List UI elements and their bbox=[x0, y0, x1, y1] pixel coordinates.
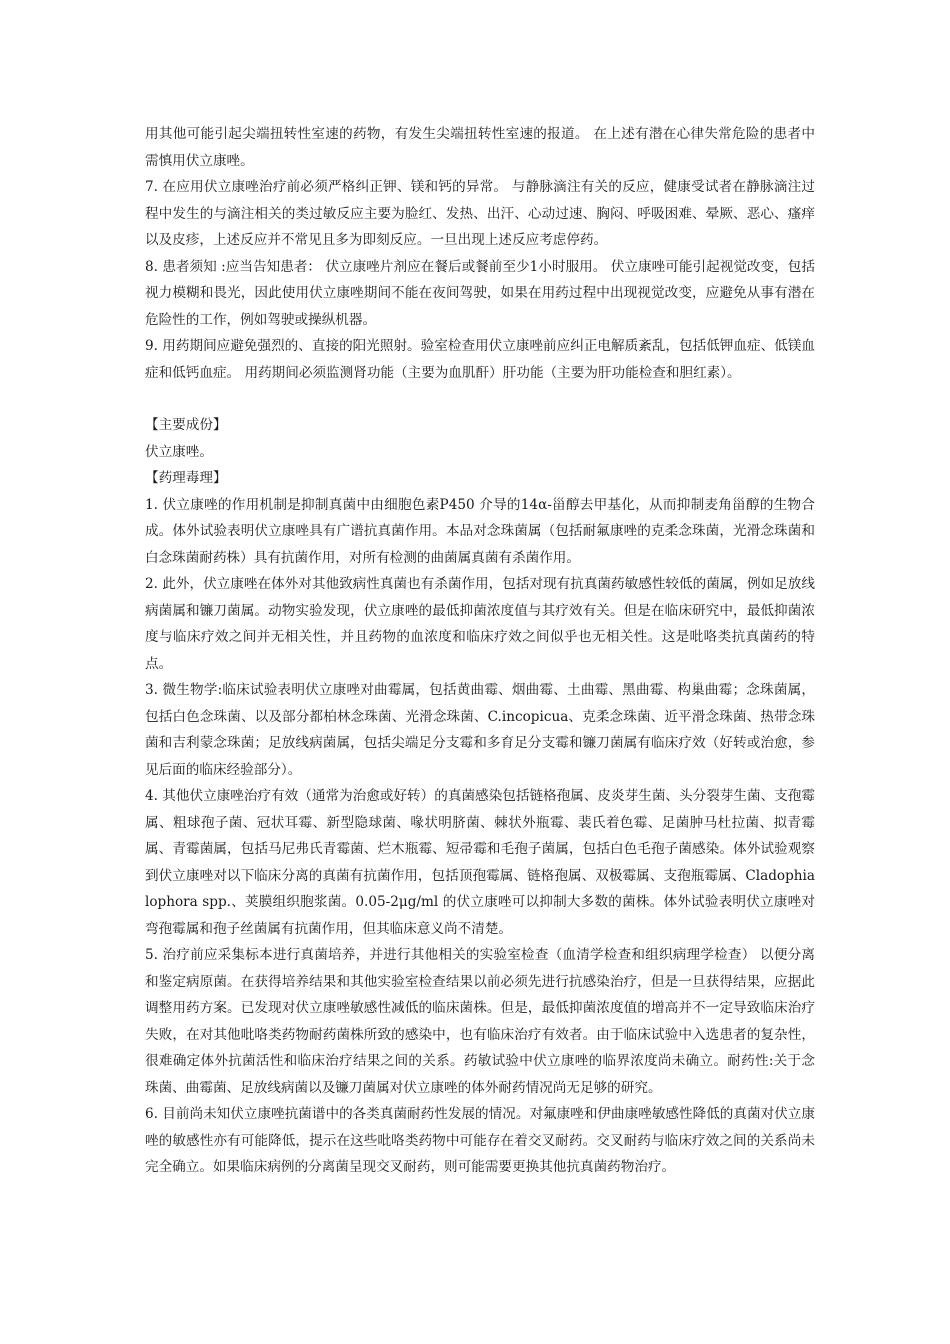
paragraph-item-7: 7. 在应用伏立康唑治疗前必须严格纠正钾、镁和钙的异常。 与静脉滴注有关的反应，健康受试者在静脉滴注过程中发生的与滴注相关的类过敏反应主要为脸红、发热、出汗、心动过速、胸闷、呼吸困难、晕厥、恶心、瘙痒以及皮疹，上述反应并不常见且多为即刻反应。一旦出现上述反应考虑停药。 bbox=[145, 179, 815, 248]
pharmacology-item-5: 5. 治疗前应采集标本进行真菌培养，并进行其他相关的实验室检查（血清学检查和组织病理学检查） 以便分离和鉴定病原菌。在获得培养结果和其他实验室检查结果以前必须先进行抗感染治疗，但是一旦获得结果，应据此调整用药方案。已发现对伏立康唑敏感性减低的临床菌株。但是，最低抑菌浓度值的增高并不一定导致临床治疗失败，在对其他吡咯类药物耐药菌株所致的感染中，也有临床治疗有效者。由于临床试验中入选患者的复杂性，很难确定体外抗菌活性和临床治疗结果之间的关系。药敏试验中伏立康唑的临界浓度尚未确立。耐药性:关于念珠菌、曲霉菌、足放线病菌以及镰刀菌属对伏立康唑的体外耐药情况尚无足够的研究。 bbox=[145, 947, 815, 1096]
paragraph-continued: 用其他可能引起尖端扭转性室速的药物，有发生尖端扭转性室速的报道。 在上述有潜在心律失常危险的患者中需慎用伏立康唑。 bbox=[145, 126, 815, 169]
pharmacology-item-4: 4. 其他伏立康唑治疗有效（通常为治愈或好转）的真菌感染包括链格孢属、皮炎芽生菌、头分裂芽生菌、支孢霉属、粗球孢子菌、冠状耳霉、新型隐球菌、喙状明脐菌、棘状外瓶霉、裴氏着色霉、足菌肿马杜拉菌、拟青霉属、青霉菌属，包括马尼弗氏青霉菌、烂木瓶霉、短帚霉和毛孢子菌属，包括白色毛孢子菌感染。体外试验观察到伏立康唑对以下临床分离的真菌有抗菌作用，包括顶孢霉属、链格孢属、双极霉属、支孢瓶霉属、Cladophialophora spp.、荚膜组织胞浆菌。0.05-2μg/ml 的伏立康唑可以抑制大多数的菌株。体外试验表明伏立康唑对弯孢霉属和孢子丝菌属有抗菌作用，但其临床意义尚不清楚。 bbox=[145, 788, 815, 937]
pharmacology-item-1: 1. 伏立康唑的作用机制是抑制真菌中由细胞色素P450 介导的14α-甾醇去甲基化，从而抑制麦角甾醇的生物合成。体外试验表明伏立康唑具有广谱抗真菌作用。本品对念珠菌属（包括耐氟康唑的克柔念珠菌，光滑念珠菌和白念珠菌耐药株）具有抗菌作用，对所有检测的曲菌属真菌有杀菌作用。 bbox=[145, 496, 815, 566]
pharmacology-item-3: 3. 微生物学:临床试验表明伏立康唑对曲霉属，包括黄曲霉、烟曲霉、土曲霉、黑曲霉、构巢曲霉；念珠菌属，包括白色念珠菌、以及部分都柏林念珠菌、光滑念珠菌、C.incopicua、克柔念珠菌、近平滑念珠菌、热带念珠菌和吉利蒙念珠菌；足放线病菌属，包括尖端足分支霉和多育足分支霉和镰刀菌属有临床疗效（好转或治愈，参见后面的临床经验部分）。 bbox=[145, 682, 815, 778]
section-heading-pharmacology: 【药理毒理】 bbox=[145, 470, 227, 486]
pharmacology-item-2: 2. 此外，伏立康唑在体外对其他致病性真菌也有杀菌作用，包括对现有抗真菌药敏感性较低的菌属，例如足放线病菌属和镰刀菌属。动物实验发现，伏立康唑的最低抑菌浓度值与其疗效有关。但是在临床研究中，最低抑菌浓度与临床疗效之间并无相关性，并且药物的血浓度和临床疗效之间似乎也无相关性。这是吡咯类抗真菌药的特点。 bbox=[145, 576, 815, 672]
ingredients-text: 伏立康唑。 bbox=[145, 443, 213, 460]
document-page bbox=[145, 121, 815, 1181]
paragraph-item-8: 8. 患者须知 :应当告知患者： 伏立康唑片剂应在餐后或餐前至少1小时服用。 伏立康唑可能引起视觉改变，包括视力模糊和畏光，因此使用伏立康唑期间不能在夜间驾驶，如果在用药过程中出现视觉改变，应避免从事有潜在危险性的工作，例如驾驶或操纵机器。 bbox=[145, 258, 815, 328]
pharmacology-item-6: 6. 目前尚未知伏立康唑抗菌谱中的各类真菌耐药性发展的情况。对氟康唑和伊曲康唑敏感性降低的真菌对伏立康唑的敏感性亦有可能降低，提示在这些吡咯类药物中可能存在着交叉耐药。交叉耐药与临床疗效之间的关系尚未完全确立。如果临床病例的分离菌呈现交叉耐药，则可能需要更换其他抗真菌药物治疗。 bbox=[145, 1106, 815, 1175]
paragraph-item-9: 9. 用药期间应避免强烈的、直接的阳光照射。验室检查用伏立康唑前应纠正电解质紊乱，包括低钾血症、低镁血症和低钙血症。 用药期间必须监测肾功能（主要为血肌酐）肝功能（主要为肝功能检查和胆红素）。 bbox=[145, 338, 815, 381]
section-gap bbox=[145, 386, 815, 412]
section-heading-ingredients: 【主要成份】 bbox=[145, 417, 227, 433]
